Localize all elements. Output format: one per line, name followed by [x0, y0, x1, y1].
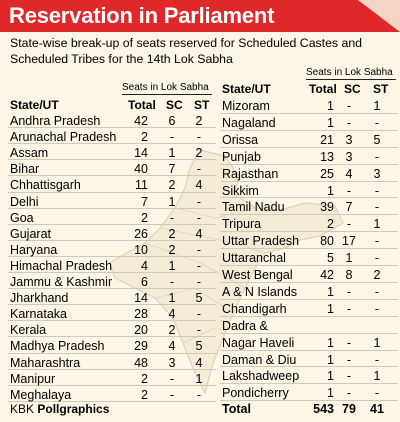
left-sc-cell: 7 — [168, 162, 176, 177]
left-state-cell: Jammu & Kashmir — [10, 275, 113, 289]
right-state-cell: Rajasthan — [222, 166, 279, 181]
left-state-cell: Gujarat — [10, 226, 51, 241]
right-col-state: State/UT — [222, 82, 271, 96]
right-total-cell: 21 — [320, 132, 334, 147]
left-total-cell: 28 — [134, 307, 148, 322]
left-st-cell: - — [196, 130, 202, 145]
left-total-cell: 2 — [141, 130, 148, 145]
left-st-cell: - — [196, 275, 202, 289]
right-st-cell: - — [374, 200, 380, 215]
left-state-cell: Goa — [10, 210, 34, 225]
left-state-cell: Arunachal Pradesh — [10, 130, 117, 145]
left-sc-cell: 1 — [168, 146, 176, 161]
left-state-cell: Maharashtra — [10, 355, 81, 370]
left-sc-cell: 1 — [168, 258, 176, 273]
right-state-cell: Chandigarh — [222, 301, 287, 316]
left-state-cell: Meghalaya — [10, 387, 72, 402]
right-state-cell: Orissa — [222, 132, 259, 147]
credit-pollgraphics: Pollgraphics — [37, 402, 110, 416]
right-state-cell: Nagar Haveli — [222, 335, 295, 350]
left-state-cell: Chhattisgarh — [10, 178, 81, 193]
right-st-cell: - — [374, 301, 380, 316]
right-st-cell: - — [374, 183, 380, 198]
right-state-cell: Sikkim — [222, 183, 259, 198]
left-total-cell: 42 — [134, 114, 148, 128]
left-st-cell: - — [196, 162, 202, 177]
right-state-cell: Tripura — [222, 217, 262, 232]
right-state-cell: A & N Islands — [222, 284, 298, 299]
left-sc-cell: 2 — [168, 242, 176, 257]
left-total-cell: 6 — [141, 275, 148, 289]
left-total-cell: 48 — [134, 355, 148, 370]
left-st-cell: 4 — [195, 178, 203, 193]
page-title: Reservation in Parliament — [9, 3, 275, 28]
right-total-cell: 1 — [327, 352, 334, 367]
left-sc-cell: 3 — [168, 355, 176, 370]
right-state-cell: West Bengal — [222, 268, 293, 282]
right-sc-cell: 17 — [342, 234, 356, 249]
left-sc-cell: 1 — [168, 291, 176, 306]
right-st-cell: - — [374, 352, 380, 367]
right-state-cell: Pondicherry — [222, 386, 289, 401]
right-seats-header: Seats in Lok Sabha — [306, 67, 393, 78]
left-st-cell: - — [196, 258, 202, 273]
left-sc-cell: 4 — [168, 339, 176, 354]
left-seats-header: Seats in Lok Sabha — [122, 82, 209, 93]
right-st-cell: - — [374, 234, 380, 249]
total-label: Total — [222, 402, 251, 416]
right-total-cell: 1 — [327, 335, 334, 350]
right-sc-cell: 7 — [345, 200, 353, 215]
left-total-cell: 4 — [141, 258, 148, 273]
left-st-cell: 2 — [195, 114, 203, 128]
left-st-cell: - — [196, 307, 202, 322]
right-total-cell: 1 — [327, 369, 334, 384]
left-state-cell: Andhra Pradesh — [10, 114, 101, 128]
total-sc: 79 — [342, 402, 356, 416]
left-total-cell: 10 — [134, 242, 148, 257]
left-st-cell: 5 — [195, 339, 203, 354]
left-state-cell: Himachal Pradesh — [10, 258, 113, 273]
right-st-cell: 2 — [373, 268, 381, 282]
right-state-cell: Daman & Diu — [222, 352, 297, 367]
right-total-cell: 25 — [320, 166, 334, 181]
left-sc-cell: - — [169, 130, 175, 145]
right-total-cell: 2 — [327, 217, 334, 232]
left-sc-cell: 1 — [168, 194, 176, 209]
right-sc-cell: 8 — [345, 268, 353, 282]
left-sc-cell: 4 — [168, 307, 176, 322]
left-total-cell: 14 — [134, 291, 148, 306]
right-sc-cell: - — [346, 386, 352, 401]
left-total-cell: 2 — [141, 371, 148, 386]
right-total-cell: 1 — [327, 99, 334, 113]
right-header-rule — [306, 79, 396, 80]
right-sc-cell: - — [346, 217, 352, 232]
left-st-cell: 1 — [195, 371, 203, 386]
left-sc-cell: 2 — [168, 226, 176, 241]
left-sc-cell: - — [169, 371, 175, 386]
right-st-cell: - — [374, 115, 380, 130]
left-total-cell: 29 — [134, 339, 148, 354]
credit — [10, 402, 109, 416]
left-state-cell: Bihar — [10, 162, 40, 177]
left-header-rule — [122, 94, 212, 95]
right-col-sc: SC — [344, 82, 361, 96]
right-sc-cell: - — [346, 352, 352, 367]
left-state-cell: Manipur — [10, 371, 56, 386]
right-st-cell: 1 — [373, 217, 381, 232]
right-total-cell: 80 — [320, 234, 334, 249]
left-col-sc: SC — [166, 98, 183, 112]
right-sc-cell: 3 — [345, 149, 353, 164]
title-bar-corner — [358, 0, 400, 32]
left-state-cell: Assam — [10, 146, 49, 161]
right-st-cell: 1 — [373, 335, 381, 350]
left-total-cell: 2 — [141, 210, 148, 225]
right-sc-cell: - — [346, 335, 352, 350]
right-st-cell: - — [374, 386, 380, 401]
left-col-st: ST — [194, 98, 210, 112]
right-sc-cell: 3 — [345, 132, 353, 147]
right-st-cell: - — [374, 149, 380, 164]
right-sc-cell: - — [346, 284, 352, 299]
left-sc-cell: - — [169, 210, 175, 225]
right-state-cell: Punjab — [222, 149, 261, 164]
right-total-cell: 13 — [320, 149, 334, 164]
right-col-total: Total — [309, 82, 337, 96]
right-state-cell: Dadra & — [222, 318, 268, 333]
left-st-cell: - — [196, 194, 202, 209]
right-sc-cell: - — [346, 115, 352, 130]
left-state-cell: Delhi — [10, 194, 39, 209]
left-st-cell: 2 — [195, 146, 203, 161]
right-sc-cell: - — [346, 301, 352, 316]
right-col-st: ST — [373, 82, 389, 96]
right-sc-cell: 4 — [345, 166, 353, 181]
left-st-cell: - — [196, 387, 202, 402]
left-sc-cell: - — [169, 387, 175, 402]
left-total-cell: 2 — [141, 387, 148, 402]
right-total-cell: 39 — [320, 200, 334, 215]
left-total-cell: 7 — [141, 194, 148, 209]
left-total-cell: 11 — [135, 178, 148, 193]
left-col-state: State/UT — [10, 98, 59, 112]
left-st-cell: 5 — [195, 291, 203, 306]
left-state-cell: Karnataka — [10, 307, 67, 322]
left-state-cell: Kerala — [10, 323, 47, 338]
left-state-cell: Madhya Pradesh — [10, 339, 105, 354]
left-total-cell: 20 — [134, 323, 148, 338]
right-st-cell: 5 — [373, 132, 381, 147]
right-sc-cell: - — [346, 183, 352, 198]
left-sc-cell: 2 — [168, 323, 176, 338]
right-total-cell: 1 — [327, 284, 334, 299]
right-st-cell: 3 — [373, 166, 381, 181]
left-sc-cell: - — [169, 275, 175, 289]
total-st: 41 — [370, 402, 384, 416]
right-total-cell: 1 — [327, 386, 334, 401]
left-state-cell: Haryana — [10, 242, 58, 257]
right-state-cell: Uttar Pradesh — [222, 234, 300, 249]
left-total-cell: 14 — [134, 146, 148, 161]
left-total-cell: 40 — [134, 162, 148, 177]
left-st-cell: - — [196, 323, 202, 338]
left-total-cell: 26 — [134, 226, 148, 241]
right-st-cell: 1 — [373, 99, 381, 113]
left-sc-cell: 6 — [168, 114, 176, 128]
right-st-cell: - — [374, 251, 380, 266]
left-st-cell: 4 — [195, 226, 203, 241]
right-sc-cell: - — [346, 99, 352, 113]
left-sc-cell: 2 — [168, 178, 176, 193]
right-state-cell: Mizoram — [222, 99, 270, 113]
credit-brand: KBK — [10, 402, 35, 416]
subtitle: State-wise break-up of seats reserved for Scheduled Castes and Scheduled Tribes for the 14th Lok Sabha — [10, 36, 363, 66]
right-total-cell: 1 — [327, 115, 334, 130]
right-st-cell: 1 — [373, 369, 381, 384]
left-state-cell: Jharkhand — [10, 291, 69, 306]
right-state-cell: Tamil Nadu — [222, 200, 285, 215]
right-st-cell: - — [374, 284, 380, 299]
right-total-cell: 42 — [320, 268, 334, 282]
right-state-cell: Nagaland — [222, 115, 276, 130]
left-st-cell: - — [196, 210, 202, 225]
right-sc-cell: - — [346, 369, 352, 384]
left-col-total: Total — [128, 98, 156, 112]
right-total-cell: 1 — [327, 183, 334, 198]
right-state-cell: Lakshadweep — [222, 369, 300, 384]
right-total-cell: 1 — [327, 301, 334, 316]
right-sc-cell: 1 — [345, 251, 353, 266]
left-st-cell: 4 — [195, 355, 203, 370]
right-state-cell: Uttaranchal — [222, 251, 286, 266]
left-st-cell: - — [196, 242, 202, 257]
total-total: 543 — [313, 402, 334, 416]
right-total-cell: 5 — [327, 251, 334, 266]
